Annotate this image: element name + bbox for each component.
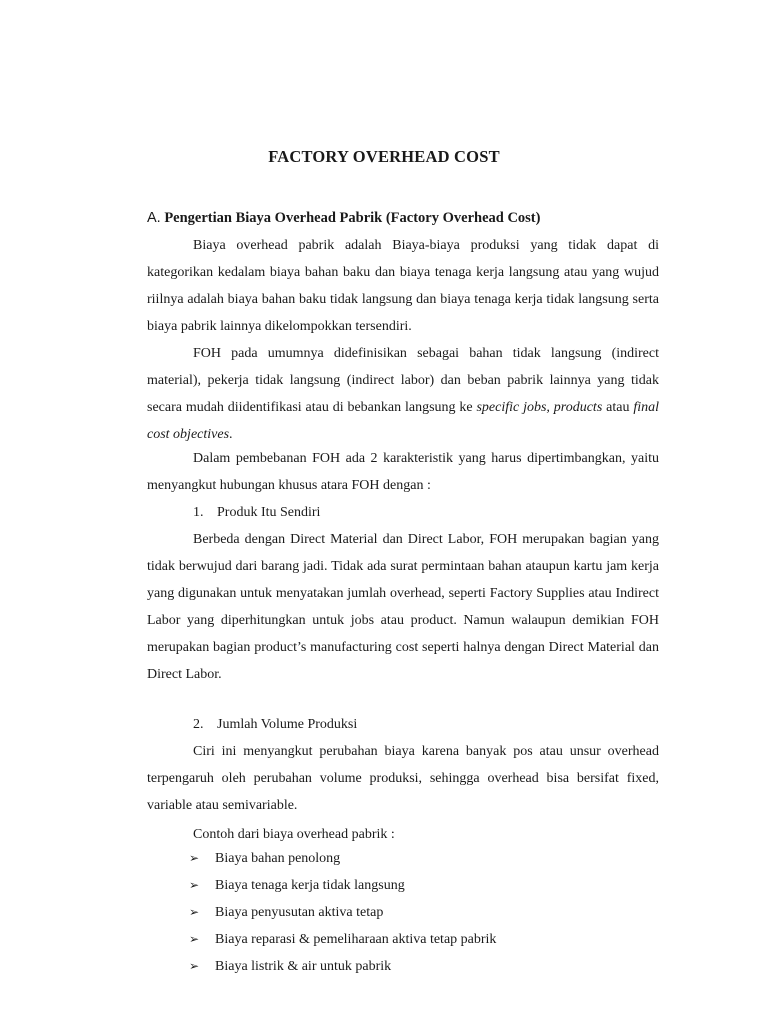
section-letter: A. [147,210,161,226]
list-item [189,874,496,901]
numbered-item-2 [193,714,357,736]
list-item [189,955,496,982]
item-number: 2. [193,717,204,732]
foh-italic-final-cost: final cost objectives [147,400,659,442]
list-item-text: Biaya penyusutan aktiva tetap [215,905,384,920]
foh-italic-specific-jobs: specific jobs, products [476,400,603,415]
numbered-item-1 [193,502,320,524]
paragraph-characteristics: Dalam pembebanan FOH ada 2 karakteristik yang harus dipertimbangkan, yaitu menyangkut hubungan khusus atara FOH dengan : [147,451,659,493]
section-a-heading [147,207,540,229]
paragraph-examples-intro: Contoh dari biaya overhead pabrik : [193,827,395,842]
arrow-bullet-icon: ➢ [189,851,200,865]
overhead-examples-list [189,847,496,982]
arrow-bullet-icon: ➢ [189,905,200,919]
paragraph-foh-definition [147,340,659,448]
section-heading-text: Pengertian Biaya Overhead Pabrik (Factory Overhead Cost) [164,210,541,226]
arrow-bullet-icon: ➢ [189,932,200,946]
paragraph-volume: Ciri ini menyangkut perubahan biaya karena banyak pos atau unsur overhead terpengaruh oleh perubahan volume produksi, sehingga overhead bisa bersifat fixed, variable atau semivariable. [147,744,659,813]
list-item-text: Biaya listrik & air untuk pabrik [215,959,392,974]
paragraph-definition: Biaya overhead pabrik adalah Biaya-biaya produksi yang tidak dapat di kategorikan kedalam biaya bahan baku dan biaya tenaga kerja langsung atau yang wujud riilnya adalah biaya bahan baku tidak langsung dan biaya tenaga kerja tidak langsung serta biaya pabrik lainnya dikelompokkan tersendiri. [147,238,659,334]
foh-text: FOH pada umumnya didefinisikan sebagai bahan tidak langsung (indirect material), pekerja tidak langsung (indirect labor) dan beban pabrik lainnya yang tidak secara mudah diidentifikasi atau di bebankan langsung ke [147,346,659,415]
arrow-bullet-icon: ➢ [189,878,200,892]
list-item [189,928,496,955]
list-item-text: Biaya bahan penolong [215,851,341,866]
list-item-text: Biaya reparasi & pemeliharaan aktiva tetap pabrik [215,932,497,947]
page-title: FACTORY OVERHEAD COST [268,147,500,166]
list-item-text: Biaya tenaga kerja tidak langsung [215,878,405,893]
item-label: Produk Itu Sendiri [217,505,321,520]
foh-text-end: . [229,427,233,442]
item-label: Jumlah Volume Produksi [217,717,358,732]
foh-text-mid: atau [602,400,634,415]
list-item [189,901,496,928]
arrow-bullet-icon: ➢ [189,959,200,973]
list-item [189,847,496,874]
item-number: 1. [193,505,204,520]
paragraph-product: Berbeda dengan Direct Material dan Direct Labor, FOH merupakan bagian yang tidak berwujud dari barang jadi. Tidak ada surat permintaan bahan ataupun kartu jam kerja yang digunakan untuk menyatakan jumlah overhead, seperti Factory Supplies atau Indirect Labor yang diperhitungkan untuk jobs atau product. Namun walaupun demikian FOH merupakan bagian product’s manufacturing cost seperti halnya dengan Direct Material dan Direct Labor. [147,532,659,682]
